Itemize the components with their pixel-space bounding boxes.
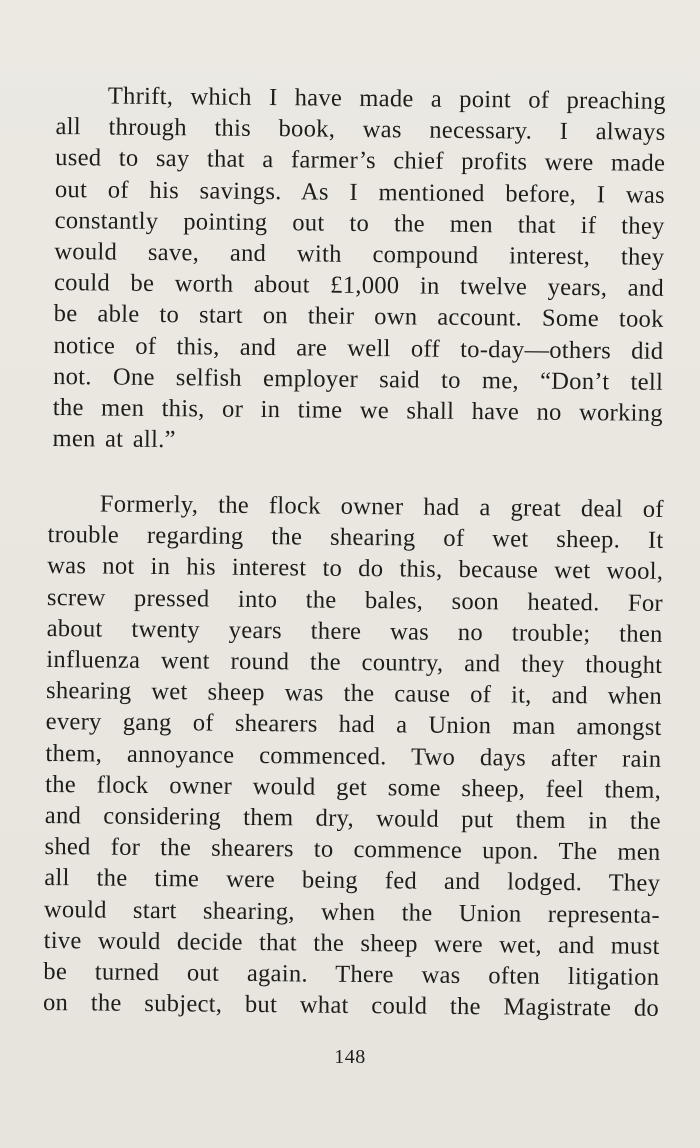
text-line: all the time were being fed and lodged. They: [44, 864, 661, 898]
text-line: the flock owner would get some sheep, feel them,: [45, 770, 662, 804]
text-line: the men this, or in time we shall have no working: [52, 394, 663, 427]
text-line: influenza went round the country, and they thought: [46, 646, 663, 679]
text-line: shearing wet sheep was the cause of it, and when: [45, 677, 663, 711]
text-line: Thrift, which I have made a point of preaching: [107, 82, 666, 115]
text-line: and considering them dry, would put them in the: [44, 802, 661, 835]
text-line: tive would decide that the sheep were wet, and must: [43, 926, 660, 960]
text-line: would save, and with compound interest, they: [54, 238, 665, 271]
text-line: not. One selfish employer said to me, “Don’t tell: [53, 362, 664, 396]
text-line: shed for the shearers to commence upon. The men: [44, 833, 661, 867]
text-line: screw pressed into the bales, soon heated. For: [46, 583, 664, 617]
text-line: notice of this, and are well off to-day—others did: [53, 331, 664, 365]
text-line: every gang of shearers had a Union man amongst: [45, 708, 662, 742]
text-line: on the subject, but what could the Magistrate do: [42, 989, 660, 1023]
text-line: constantly pointing out to the men that if they: [54, 206, 665, 240]
text-line: them, annoyance commenced. Two days after rain: [45, 739, 662, 773]
text-line: be able to start on their own account. Some took: [53, 300, 664, 334]
text-line: out of his savings. As I mentioned before, I was: [54, 175, 666, 209]
text-line: about twenty years there was no trouble; then: [46, 614, 663, 648]
paragraph-thrift: [52, 80, 666, 460]
text-line: used to say that a farmer’s chief profits were made: [55, 144, 666, 178]
text-line: Formerly, the flock owner had a great deal of: [99, 490, 664, 523]
text-line: was not in his interest to do this, because wet wool,: [47, 552, 664, 586]
page-number: 148: [334, 1046, 366, 1068]
text-line: would start shearing, when the Union representa-: [43, 895, 661, 929]
paragraph-wet-sheep: [43, 488, 664, 1024]
text-line: men at all.”: [52, 425, 176, 454]
text-line: trouble regarding the shearing of wet sheep. It: [47, 521, 664, 555]
text-line: all through this book, was necessary. I always: [55, 113, 666, 147]
text-line: could be worth about £1,000 in twelve years, and: [53, 269, 665, 303]
text-line: be turned out again. There was often litigation: [43, 958, 660, 991]
